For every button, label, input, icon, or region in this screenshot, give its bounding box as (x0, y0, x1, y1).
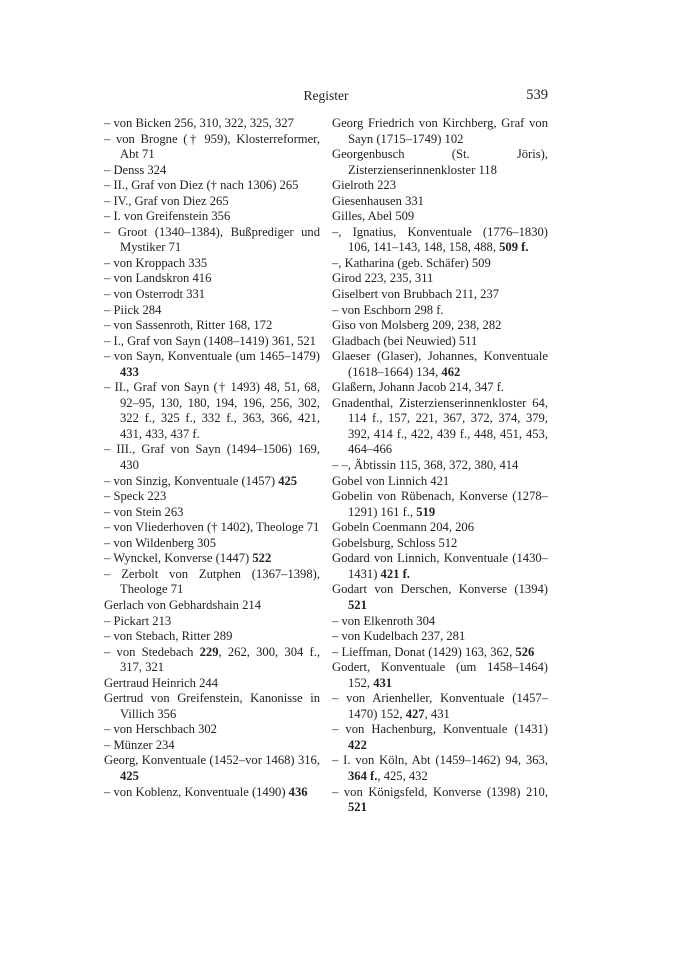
index-entry: Giso von Molsberg 209, 238, 282 (332, 318, 502, 333)
index-column-left (104, 116, 320, 800)
index-subentry: – von Kudelbach 237, 281 (332, 629, 466, 644)
index-entry: Gilles, Abel 509 (332, 209, 415, 224)
index-subentry: – von Sassenroth, Ritter 168, 172 (104, 318, 273, 333)
index-subentry: – von Stein 263 (104, 504, 184, 519)
index-subentry: – von Herschbach 302 (104, 722, 217, 737)
index-entry: Gertrud von Greifenstein, Kanonisse in Villich 356 (104, 691, 320, 721)
index-entry: Gielroth 223 (332, 178, 397, 193)
index-subentry: – von Elkenroth 304 (332, 613, 436, 628)
index-subentry: – von Königsfeld, Konverse (1398) 210, 521 (332, 784, 548, 815)
index-subentry: – von Stebach, Ritter 289 (104, 629, 233, 644)
index-subentry: –, Katharina (geb. Schäfer) 509 (332, 255, 491, 270)
index-entry: Giselbert von Brubbach 211, 237 (332, 287, 500, 302)
index-entry: Gnadenthal, Zisterzienserinnenkloster 64, 114 f., 157, 221, 367, 372, 374, 379, 392, 414 f., 422, 439 f., 448, 451, 453, 464–466 (332, 395, 548, 457)
index-entry: Gerlach von Gebhardshain 214 (104, 597, 262, 612)
index-subentry: – II., Graf von Sayn († 1493) 48, 51, 68, 92–95, 130, 180, 194, 196, 256, 302, 322 f., 325 f., 332 f., 363, 366, 421, 431, 433, 437 f. (104, 380, 320, 441)
index-subentry: – Wynckel, Konverse (1447) 522 (104, 551, 272, 566)
index-subentry: – I., Graf von Sayn (1408–1419) 361, 521 (104, 333, 316, 348)
index-subentry: – von Sinzig, Konventuale (1457) 425 (104, 473, 298, 488)
index-subentry: – I. von Köln, Abt (1459–1462) 94, 363, 364 f., 425, 432 (332, 753, 548, 783)
index-subentry: – von Landskron 416 (104, 271, 212, 286)
index-subentry: – von Stedebach 229, 262, 300, 304 f., 317, 321 (104, 644, 320, 675)
index-entry: Gobel von Linnich 421 (332, 473, 450, 488)
index-entry: Gobelsburg, Schloss 512 (332, 535, 458, 550)
index-subentry: – von Wildenberg 305 (104, 535, 217, 550)
index-subentry: – von Vliederhoven († 1402), Theologe 71 (104, 520, 320, 535)
index-subentry: – von Sayn, Konventuale (um 1465–1479) 433 (104, 349, 320, 379)
index-column-right (332, 116, 548, 816)
index-subentry: – von Eschborn 298 f. (332, 302, 444, 317)
index-entry: Glaßern, Johann Jacob 214, 347 f. (332, 380, 505, 395)
index-subentry: – Pickart 213 (104, 613, 172, 628)
running-title: Register (303, 88, 349, 103)
index-entry: Godard von Linnich, Konventuale (1430–1431) 421 f. (332, 551, 548, 581)
index-subentry: – von Brogne († 959), Klosterreformer, Abt 71 (104, 131, 320, 162)
index-subentry: – –, Äbtissin 115, 368, 372, 380, 414 (332, 458, 519, 473)
index-subentry: – IV., Graf von Diez 265 (104, 193, 229, 208)
index-entry: Georg, Konventuale (1452–vor 1468) 316, 425 (104, 753, 320, 783)
page-number: 539 (526, 87, 548, 103)
index-entry: Godert, Konventuale (um 1458–1464) 152, 431 (332, 660, 548, 690)
index-subentry: – III., Graf von Sayn (1494–1506) 169, 430 (104, 442, 320, 473)
index-entry: Georgenbusch (St. Jöris), Zisterzienserinnenkloster 118 (332, 147, 548, 177)
index-entry: Gobeln Coenmann 204, 206 (332, 520, 475, 535)
index-subentry: – Speck 223 (104, 489, 167, 504)
index-subentry: – von Koblenz, Konventuale (1490) 436 (104, 784, 308, 799)
index-subentry: – von Hachenburg, Konventuale (1431) 422 (332, 722, 548, 752)
index-entry: Georg Friedrich von Kirchberg, Graf von Sayn (1715–1749) 102 (332, 116, 548, 146)
index-entry: Gertraud Heinrich 244 (104, 675, 219, 690)
index-subentry: –, Ignatius, Konventuale (1776–1830) 106, 141–143, 148, 158, 488, 509 f. (332, 224, 548, 255)
index-subentry: – Denss 324 (104, 162, 167, 177)
index-subentry: – I. von Greifenstein 356 (104, 209, 231, 224)
index-entry: Gobelin von Rübenach, Konverse (1278–1291) 161 f., 519 (332, 489, 548, 519)
index-subentry: – Münzer 234 (104, 737, 175, 752)
index-entry: Gladbach (bei Neuwied) 511 (332, 333, 478, 348)
page-header (104, 87, 548, 107)
index-subentry: – von Arienheller, Konventuale (1457–1470) 152, 427, 431 (332, 691, 548, 721)
index-entry: Godart von Derschen, Konverse (1394) 521 (332, 582, 548, 612)
index-entry: Giesenhausen 331 (332, 193, 424, 208)
index-subentry: – von Osterrodt 331 (104, 287, 206, 302)
index-subentry: – II., Graf von Diez († nach 1306) 265 (104, 178, 299, 193)
index-subentry: – Lieffman, Donat (1429) 163, 362, 526 (332, 644, 535, 659)
index-subentry: – Zerbolt von Zutphen (1367–1398), Theologe 71 (104, 566, 320, 597)
index-subentry: – Groot (1340–1384), Bußprediger und Mystiker 71 (104, 224, 320, 255)
index-subentry: – von Kroppach 335 (104, 255, 208, 270)
index-subentry: – Piick 284 (104, 302, 162, 317)
index-entry: Glaeser (Glaser), Johannes, Konventuale (1618–1664) 134, 462 (332, 349, 548, 379)
index-entry: Girod 223, 235, 311 (332, 271, 434, 286)
index-subentry: – von Bicken 256, 310, 322, 325, 327 (104, 116, 294, 130)
